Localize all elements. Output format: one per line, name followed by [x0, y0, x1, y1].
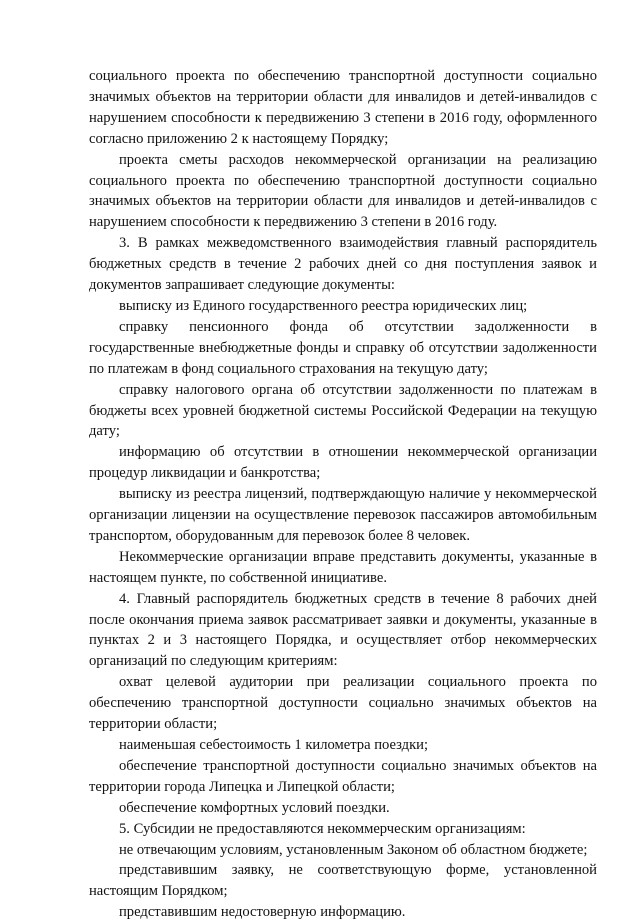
paragraph-pension-fund-certificate: справку пенсионного фонда об отсутствии задолженности в государственные внебюджетные фонды и справку об отсутствии задолженности по платежам в фонд социального страхования на текущую дату;: [89, 318, 597, 377]
paragraph-criterion-accessibility: обеспечение транспортной доступности социально значимых объектов на территории города Липецка и Липецкой области;: [89, 757, 597, 795]
paragraph-budget-estimate: проекта сметы расходов некоммерческой организации на реализацию социального проекта по обеспечению транспортной доступности социально значимых объектов на территории области для инвалидов и детей-инвалидов с нарушением способности к передвижению 3 степени в 2016 году.: [89, 151, 597, 231]
paragraph-project-continuation: социального проекта по обеспечению транспортной доступности социально значимых объектов на территории области для инвалидов и детей-инвалидов с нарушением способности к передвижению 3 степени в 2016 году, оформленного согласно приложению 2 к настоящему Порядку;: [89, 68, 597, 147]
paragraph-license-extract: выписку из реестра лицензий, подтверждающую наличие у некоммерческой организации лицензии на осуществление перевозок пассажиров автомобильным транспортом, оборудованным для перевозок более 8 человек.: [89, 486, 597, 544]
paragraph-registry-extract: выписку из Единого государственного реестра юридических лиц;: [119, 297, 528, 314]
paragraph-refusal-false-info: представившим недостоверную информацию.: [119, 904, 406, 921]
paragraph-item-5: 5. Субсидии не предоставляются некоммерческим организациям:: [119, 820, 526, 837]
paragraph-refusal-form: представившим заявку, не соответствующую форме, установленной настоящим Порядком;: [89, 862, 597, 900]
paragraph-item-4: 4. Главный распорядитель бюджетных средств в течение 8 рабочих дней после окончания приема заявок рассматривает заявки и документы, указанные в пунктах 2 и 3 настоящего Порядка, и осуществляет отбор некоммерческих организаций по следующим критериям:: [89, 590, 597, 670]
document-body: [89, 66, 597, 923]
paragraph-own-initiative: Некоммерческие организации вправе представить документы, указанные в настоящем пункте, по собственной инициативе.: [89, 548, 597, 586]
paragraph-criterion-audience: охват целевой аудитории при реализации социального проекта по обеспечению транспортной доступности социально значимых объектов на территории области;: [89, 674, 597, 733]
paragraph-criterion-cost: наименьшая себестоимость 1 километра поездки;: [119, 737, 429, 753]
paragraph-item-3: 3. В рамках межведомственного взаимодействия главный распорядитель бюджетных средств в течение 2 рабочих дней со дня поступления заявок и документов запрашивает следующие документы:: [89, 235, 597, 294]
paragraph-tax-certificate: справку налогового органа об отсутствии задолженности по платежам в бюджеты всех уровней бюджетной системы Российской Федерации на текущую дату;: [89, 381, 597, 440]
paragraph-refusal-conditions: не отвечающим условиям, установленным Законом об областном бюджете;: [119, 841, 588, 858]
paragraph-criterion-comfort: обеспечение комфортных условий поездки.: [119, 799, 390, 816]
paragraph-liquidation-info: информацию об отсутствии в отношении некоммерческой организации процедур ликвидации и банкротства;: [89, 444, 597, 482]
